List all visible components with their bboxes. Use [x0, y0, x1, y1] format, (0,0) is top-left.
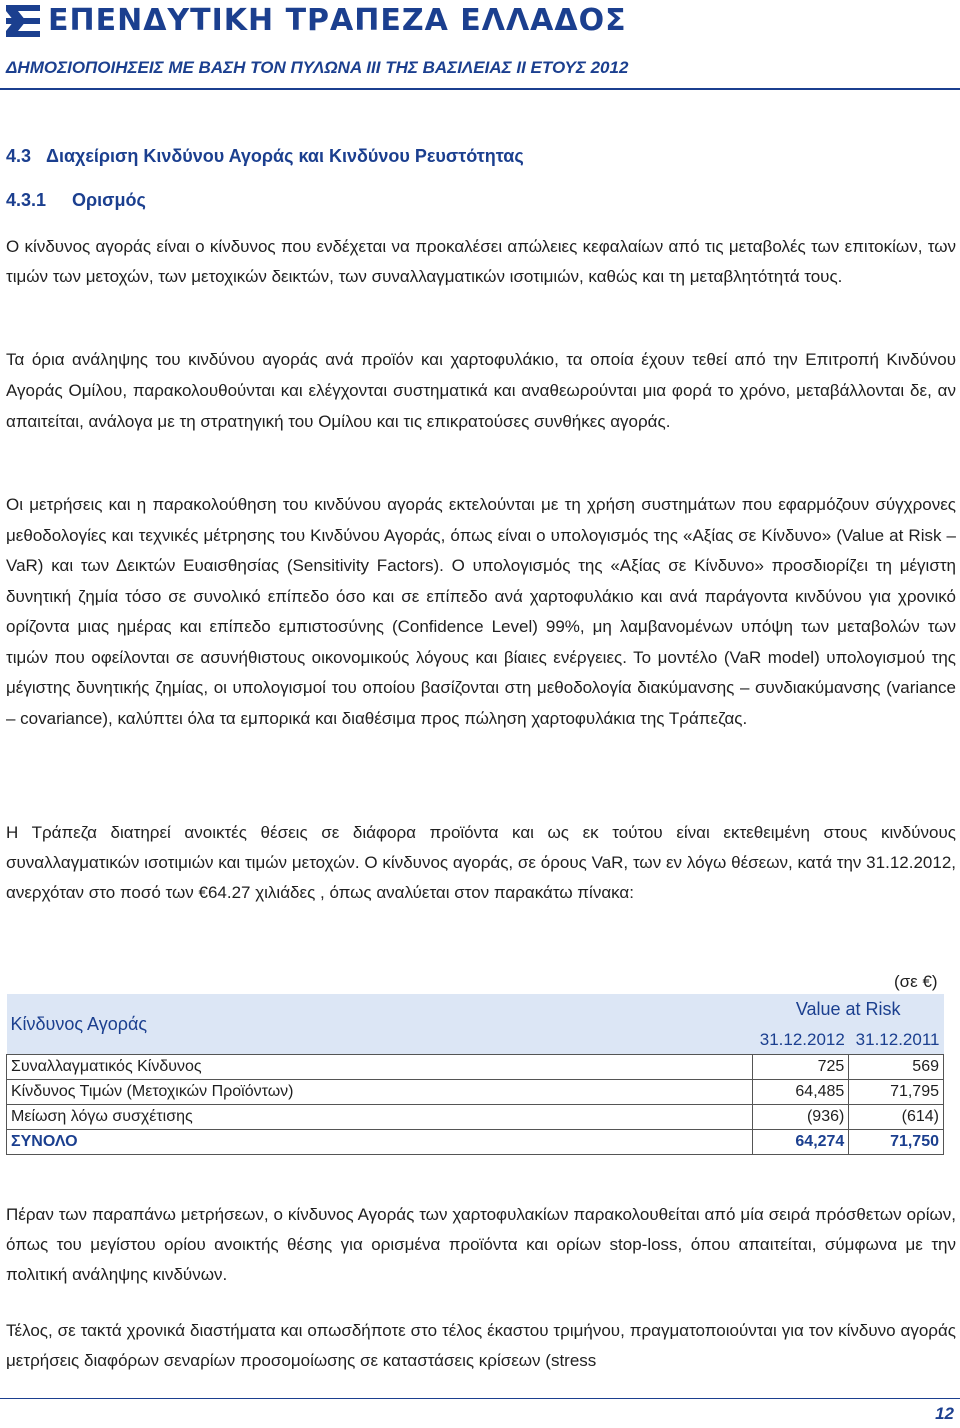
total-value-2011: 71,750 [849, 1130, 944, 1155]
paragraph-open-positions: Η Τράπεζα διατηρεί ανοικτές θέσεις σε διάφορα προϊόντα και ως εκ τούτου είναι εκτεθειμένη στους κινδύνους συναλλαγματικών ισοτιμιών και τιμών μετοχών. Ο κίνδυνος αγοράς, σε όρους VaR, των εν λόγω θέσεων, κατά την 31.12.2012, ανερχόταν στο ποσό των €64.27 χιλιάδες , όπως αναλύεται στον παρακάτω πίνακα: [6, 823, 956, 902]
report-subtitle: ΔΗΜΟΣΙΟΠΟΙΗΣΕΙΣ ΜΕ ΒΑΣΗ ΤΟΝ ΠΥΛΩΝΑ ΙΙΙ ΤΗΣ ΒΑΣΙΛΕΙΑΣ ΙΙ ΕΤΟΥΣ 2012 [6, 58, 629, 77]
subsection-title: Ορισμός [72, 190, 146, 210]
currency-note: (σε €) [894, 972, 938, 991]
row-value-2011: 71,795 [849, 1080, 944, 1105]
paragraph-limits: Τα όρια ανάληψης του κινδύνου αγοράς ανά προϊόν και χαρτοφυλάκιο, τα οποία έχουν τεθεί από την Επιτροπή Κινδύνου Αγοράς Ομίλου, παρακολουθούνται και ελέγχονται συστηματικά και αναθεωρούνται μια φορά το χρόνο, μεταβάλλονται δε, αν απαιτείται, ανάλογα με τη στρατηγική του Ομίλου και τις επικρατούσες συνθήκες αγοράς. [6, 350, 956, 431]
row-value-2012: 64,485 [753, 1080, 849, 1105]
row-label: Μείωση λόγω συσχέτισης [7, 1105, 753, 1130]
table-col-2011: 31.12.2011 [849, 1025, 944, 1054]
paragraph-measurement: Οι μετρήσεις και η παρακολούθηση του κινδύνου αγοράς εκτελούνται με τη χρήση συστημάτων που εφαρμόζουν σύγχρονες μεθοδολογίες και τεχνικές μέτρησης του Κινδύνου Αγοράς, όπως είναι ο υπολογισμός της «Αξίας σε Κίνδυνο» (Value at Risk – VaR) και των Δεικτών Ευαισθησίας (Sensitivity Factors). Ο υπολογισμός της «Αξίας σε Κίνδυνο» προσδιορίζει τη μέγιστη δυνητική ζημία τόσο σε συνολικό επίπεδο όσο και σε επίπεδο ανά χαρτοφυλάκιο και ανά παράγοντα κινδύνου για χρονικό ορίζοντα μιας ημέρας και επίπεδο εμπιστοσύνης (Confidence Level) 99%, μη λαμβανομένων υπόψη των μεταβολών των τιμών που οφείλονται σε ασυνήθιστους οικονομικούς λόγους και βίαιες ενέργειες. Το μοντέλο (VaR model) υπολογισμού της μέγιστης δυνητικής ζημίας, οι υπολογισμοί του οποίου βασίζονται στη μεθοδολογία διακύμανσης – συνδιακύμανσης (variance – covariance), καλύπτει όλα τα εμπορικά και διαθέσιμα προς πώληση χαρτοφυλάκια της Τράπεζας. [6, 495, 956, 728]
paragraph-stress-tests: Τέλος, σε τακτά χρονικά διαστήματα και οπωσδήποτε στο τέλος έκαστου τριμήνου, πραγματοποιούνται για τον κίνδυνο αγοράς μετρήσεις διαφόρων σεναρίων προσομοίωσης σε καταστάσεις κρίσεων (stress [6, 1321, 956, 1370]
row-label: Συναλλαγματικός Κίνδυνος [7, 1055, 753, 1080]
section-title: Διαχείριση Κινδύνου Αγοράς και Κινδύνου Ρευστότητας [46, 146, 524, 166]
subsection-number: 4.3.1 [6, 190, 47, 210]
section-heading [6, 146, 524, 167]
paragraph-additional-limits: Πέραν των παραπάνω μετρήσεων, ο κίνδυνος Αγοράς των χαρτοφυλακίων παρακολουθείται από μία σειρά πρόσθετων ορίων, όπως του μεγίστου ορίου ανοικτής θέσης για ορισμένα προϊόντα και ορίων stop-loss, όπου απαιτείται, σύμφωνα με την πολιτική ανάληψης κινδύνων. [6, 1205, 956, 1284]
row-value-2012: (936) [753, 1105, 849, 1130]
table-row-header: Κίνδυνος Αγοράς [7, 994, 753, 1055]
total-value-2012: 64,274 [753, 1130, 849, 1155]
table-group-header: Value at Risk [753, 994, 944, 1025]
subsection-heading [6, 190, 146, 211]
footer-divider [0, 1398, 960, 1399]
row-value-2011: 569 [849, 1055, 944, 1080]
bank-logo-icon [6, 5, 40, 37]
table-total-row [7, 1130, 944, 1155]
table-header-row [7, 994, 944, 1025]
row-label: Κίνδυνος Τιμών (Μετοχικών Προϊόντων) [7, 1080, 753, 1105]
row-value-2011: (614) [849, 1105, 944, 1130]
table-row [7, 1080, 944, 1105]
total-label: ΣΥΝΟΛΟ [7, 1130, 753, 1155]
section-number: 4.3 [6, 146, 32, 166]
row-value-2012: 725 [753, 1055, 849, 1080]
bank-logo [6, 4, 627, 38]
table-col-2012: 31.12.2012 [753, 1025, 849, 1054]
page-number: 12 [935, 1404, 954, 1423]
var-table [6, 994, 944, 1155]
table-row [7, 1055, 944, 1080]
header-divider [0, 88, 960, 90]
page-header [0, 0, 960, 88]
bank-name: ΕΠΕΝΔΥΤΙΚΗ ΤΡΑΠΕΖΑ ΕΛΛΑΔΟΣ [48, 3, 627, 38]
table-row [7, 1105, 944, 1130]
paragraph-definition: Ο κίνδυνος αγοράς είναι ο κίνδυνος που ενδέχεται να προκαλέσει απώλειες κεφαλαίων από τις μεταβολές των επιτοκίων, των τιμών των μετοχών, των μετοχικών δεικτών, των συναλλαγματικών ισοτιμιών, καθώς και τη μεταβλητότητά τους. [6, 237, 956, 286]
